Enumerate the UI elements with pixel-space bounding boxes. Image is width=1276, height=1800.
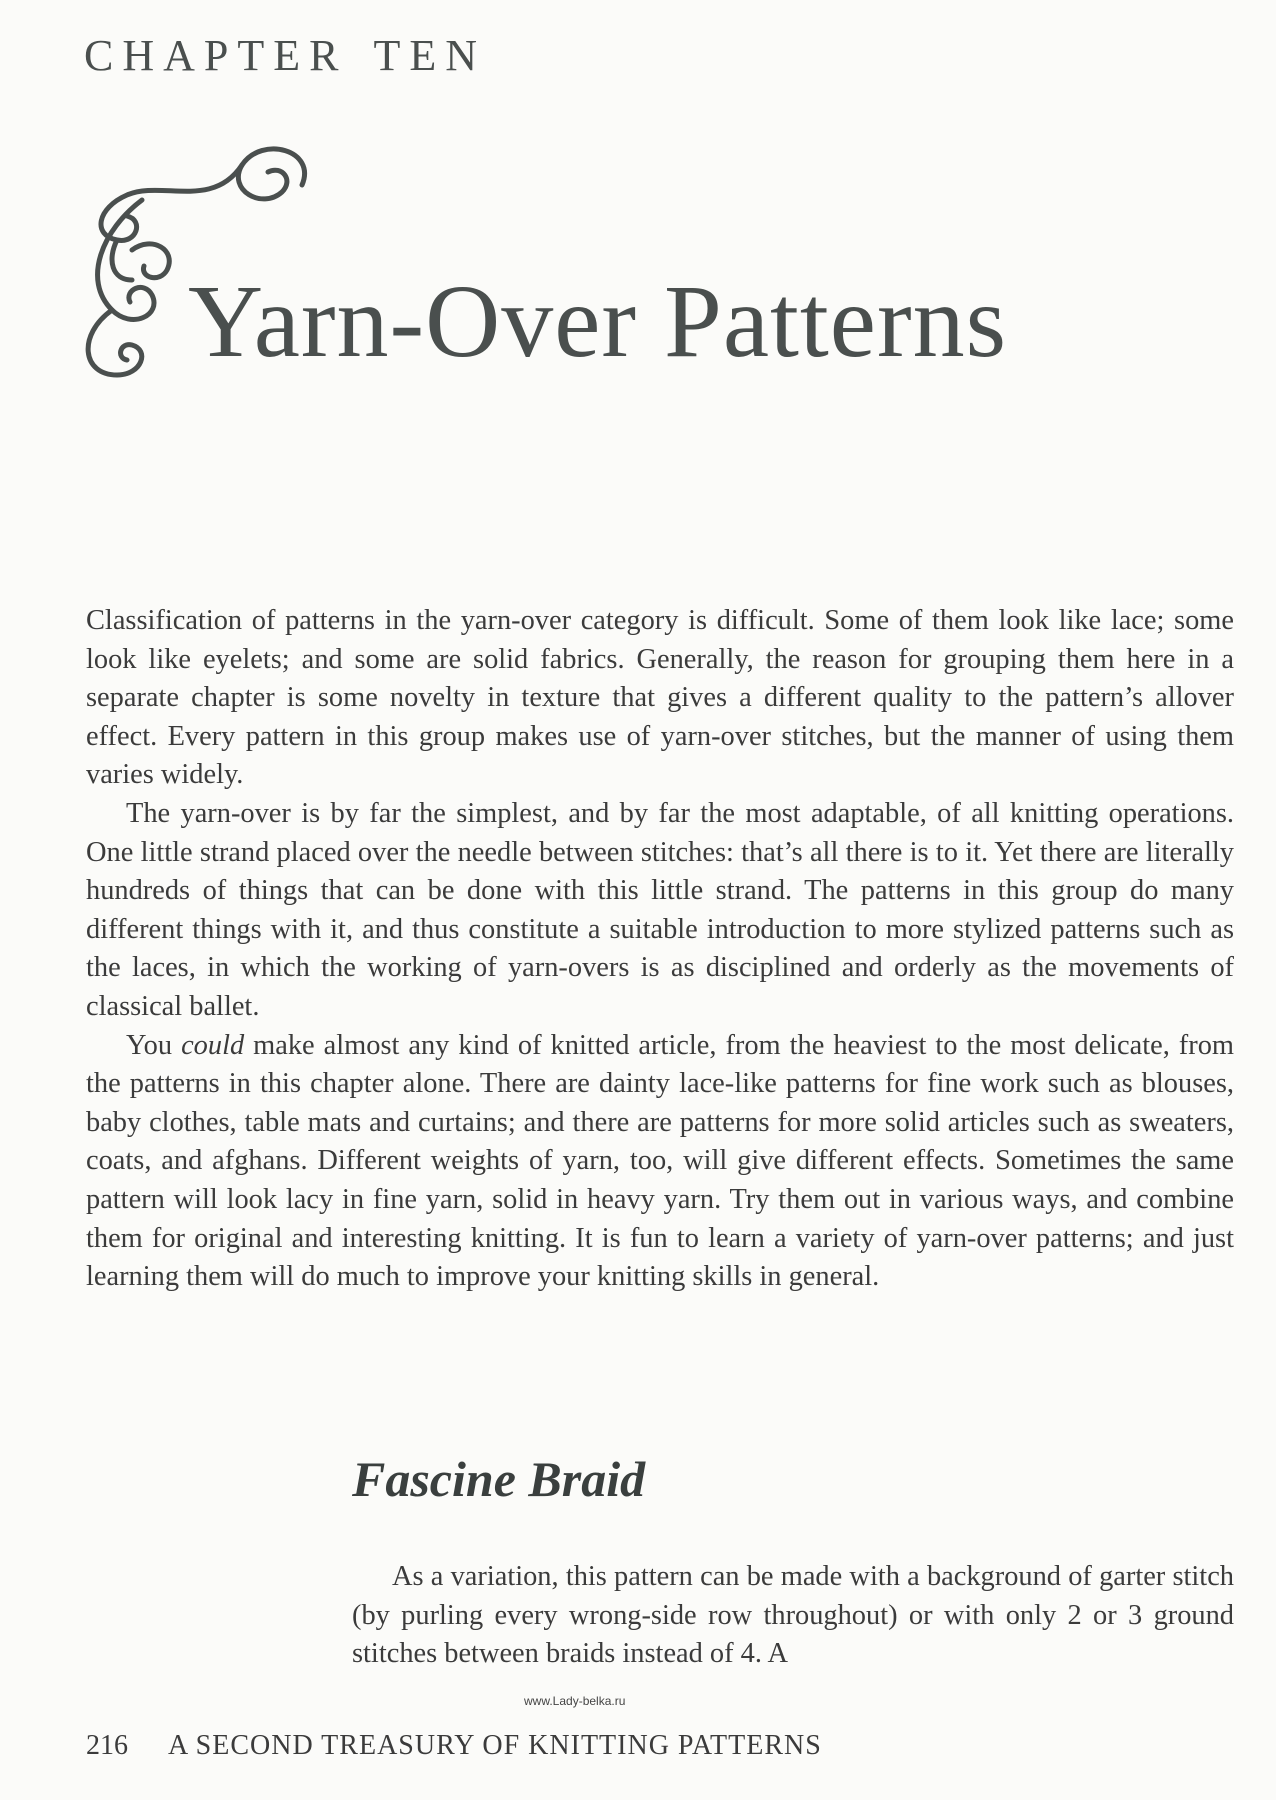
emphasis-word: could (181, 1029, 245, 1061)
page-footer (86, 1730, 822, 1762)
intro-paragraph-rest: make almost any kind of knitted article, from the heaviest to the most delicate, from the patterns in this chapter alone. There are dainty lace-like patterns for fine work such as blouses, baby clothes, table mats and curtains; and there are patterns for more solid articles such as sweaters, coats, and afghans. Different weights of yarn, too, will give different effects. Sometimes the same pattern will look lacy in fine yarn, solid in heavy yarn. Try them out in various ways, and combine them for original and interesting knitting. It is fun to learn a variety of yarn-over patterns; and just learning them will do much to improve your knitting skills in general. (86, 1029, 1234, 1293)
page-number: 216 (86, 1730, 128, 1761)
intro-paragraph-start: The yarn-over is by far the simplest, and by far the most adaptable, of all knitting operations. One little strand placed over the needle between stitches: that’s all there is to it. Yet there are literally hundreds of things that can be done with this little strand. The patterns in this group do many different things with it, and thus constitute a suitable introduction to more stylized patterns such as the laces, in which the working of yarn-overs is as disciplined and orderly as the movements of classical ballet. (86, 797, 1234, 1022)
intro-paragraph (86, 795, 1234, 1027)
chapter-label-word: CHAPTER (84, 31, 348, 80)
intro-paragraph-start: You (126, 1029, 182, 1061)
chapter-title: Yarn-Over Patterns (188, 264, 1008, 379)
watermark-text: www.Lady-belka.ru (524, 1694, 626, 1708)
intro-paragraph: Classification of patterns in the yarn-over category is difficult. Some of them look like lace; some look like eyelets; and some are solid fabrics. Generally, the reason for grouping them here in a separate chapter is some novelty in texture that gives a different quality to the pattern’s allover effect. Every pattern in this group makes use of yarn-over stitches, but the manner of using them varies widely. (86, 605, 1234, 791)
chapter-number-word: TEN (373, 31, 487, 80)
book-title: A SECOND TREASURY OF KNITTING PATTERNS (168, 1730, 822, 1761)
intro-paragraph (86, 1027, 1234, 1297)
chapter-label (84, 30, 486, 81)
section-title: Fascine Braid (352, 1451, 646, 1507)
intro-text (86, 602, 1234, 1297)
section-paragraph: As a variation, this pattern can be made with a background of garter stitch (by purling every wrong-side row throughout) or with only 2 or 3 ground stitches between braids instead of 4. A (352, 1561, 1234, 1670)
